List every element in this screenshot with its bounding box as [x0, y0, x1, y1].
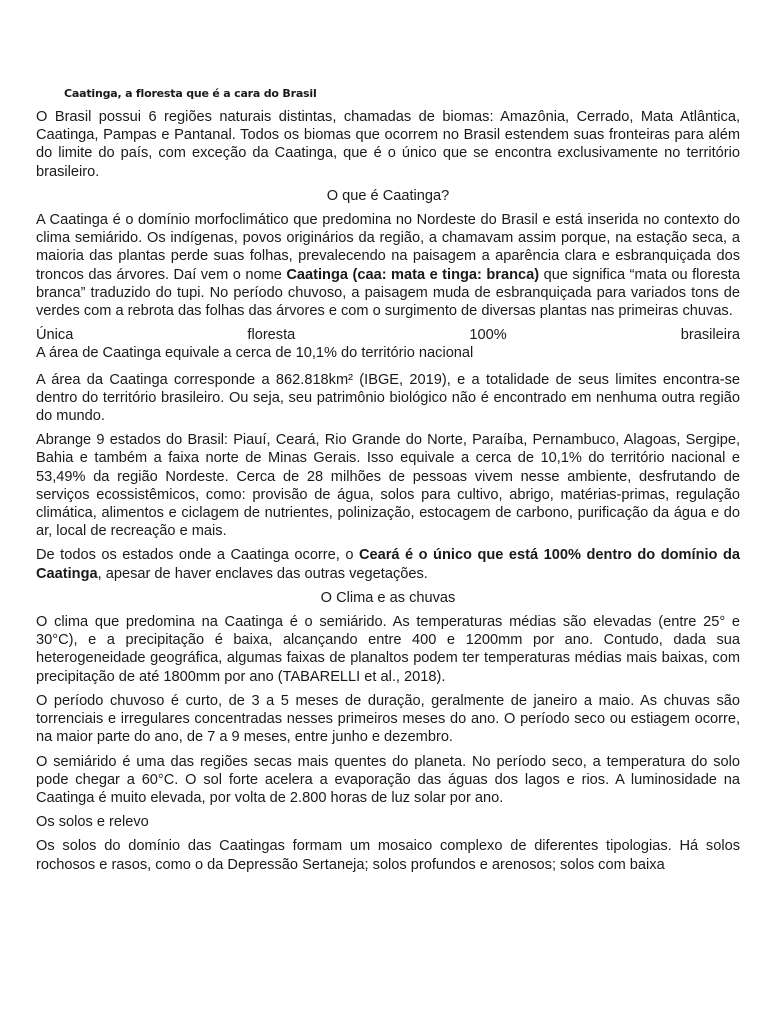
unique-subtitle: A área de Caatinga equivale a cerca de 10,1% do território nacional — [36, 345, 474, 362]
area-paragraph: A área da Caatinga corresponde a 862.818km² (IBGE, 2019), e a totalidade de seus limites encontra-se dentro do território brasileiro. Ou seja, seu patrimônio biológico não é encontrado em nenhuma outra região do mundo. — [36, 371, 740, 425]
unique-word: 100% — [469, 327, 507, 344]
definition-paragraph — [36, 211, 740, 320]
soils-paragraph: Os solos do domínio das Caatingas formam um mosaico complexo de diferentes tipologias. Há solos rochosos e rasos, como o da Depressão Sertaneja; solos profundos e arenosos; solos com baixa — [36, 838, 740, 873]
unique-forest-line — [36, 326, 740, 344]
unique-word: Única — [36, 327, 74, 344]
climate-paragraph-2: O período chuvoso é curto, de 3 a 5 meses de duração, geralmente de janeiro a maio. As chuvas são torrenciais e irregulares concentradas nesses primeiros meses do ano. O período seco ou estiagem ocorre, na maior parte do ano, de 7 a 9 meses, entre junho e dezembro. — [36, 692, 740, 746]
climate-paragraph-3: O semiárido é uma das regiões secas mais quentes do planeta. No período seco, a temperatura do solo pode chegar a 60°C. O sol forte acelera a evaporação das águas dos lagos e rios. A luminosidade na Caatinga é muito elevada, por volta de 2.800 horas de luz solar por ano. — [36, 753, 740, 806]
unique-word: floresta — [247, 327, 296, 344]
ceara-text-start: De todos os estados onde a Caatinga ocorre, o — [36, 547, 359, 564]
ceara-text-end: , apesar de haver enclaves das outras vegetações. — [97, 565, 428, 582]
ceara-bold-text: Ceará é o único que está 100% dentro do domínio da Caatinga — [36, 547, 740, 582]
intro-paragraph: O Brasil possui 6 regiões naturais distintas, chamadas de biomas: Amazônia, Cerrado, Mata Atlântica, Caatinga, Pampas e Pantanal. Todos os biomas que ocorrem no Brasil estendem suas fronteiras para além do limite do país, com exceção da Caatinga, que é o único que se encontra exclusivamente no território brasileiro. — [36, 109, 740, 180]
section-heading-climate: O Clima e as chuvas — [320, 589, 456, 606]
definition-text-start: A Caatinga é o domínio morfoclimático que predomina no Nordeste do Brasil e está inserida no contexto do clima semiárido. Os indígenas, povos originários da região, a chamavam assim porque, na estação seca, a maioria das plantas perde suas folhas, prevalecendo na paisagem a aparência clara e esbranquiçada dos troncos das árvores. Daí vem o nome — [36, 212, 740, 283]
definition-bold-name: Caatinga (caa: mata e tinga: branca) — [286, 266, 540, 283]
document-title: Caatinga, a floresta que é a cara do Brasil — [64, 87, 317, 100]
section-heading-what-is-caatinga: O que é Caatinga? — [326, 187, 450, 204]
unique-word: brasileira — [680, 327, 740, 344]
document-page — [36, 86, 740, 880]
definition-text-end: que significa “mata ou floresta branca” traduzido do tupi. No período chuvoso, a paisagem muda de esbranquiçada para variados tons de verdes com a rebrota das folhas das árvores e com o surgimento de diversas plantas nas primeiras chuvas. — [36, 266, 740, 320]
climate-paragraph-1: O clima que predomina na Caatinga é o semiárido. As temperaturas médias são elevadas (entre 25° e 30°C), e a precipitação é baixa, alcançando entre 400 e 1200mm por ano. Contudo, dada sua heterogeneidade geográfica, algumas faixas de planaltos podem ter temperaturas médias mais baixas, com precipitação de até 1800mm por ano (TABARELLI et al., 2018). — [36, 614, 740, 685]
ceara-paragraph — [36, 546, 740, 582]
section-heading-soils: Os solos e relevo — [36, 814, 149, 831]
states-paragraph: Abrange 9 estados do Brasil: Piauí, Ceará, Rio Grande do Norte, Paraíba, Pernambuco, Alagoas, Sergipe, Bahia e também a faixa norte de Minas Gerais. Isso equivale a cerca de 10,1% do território nacional e 53,49% da região Nordeste. Cerca de 28 milhões de pessoas vivem nesse ambiente, desfrutando de serviços ecossistêmicos, como: provisão de água, solos para cultivo, abrigo, matérias-primas, regulação climática, alimentos e ciclagem de nutrientes, polinização, estocagem de carbono, purificação da água e do ar, local de recreação e mais. — [36, 432, 740, 540]
